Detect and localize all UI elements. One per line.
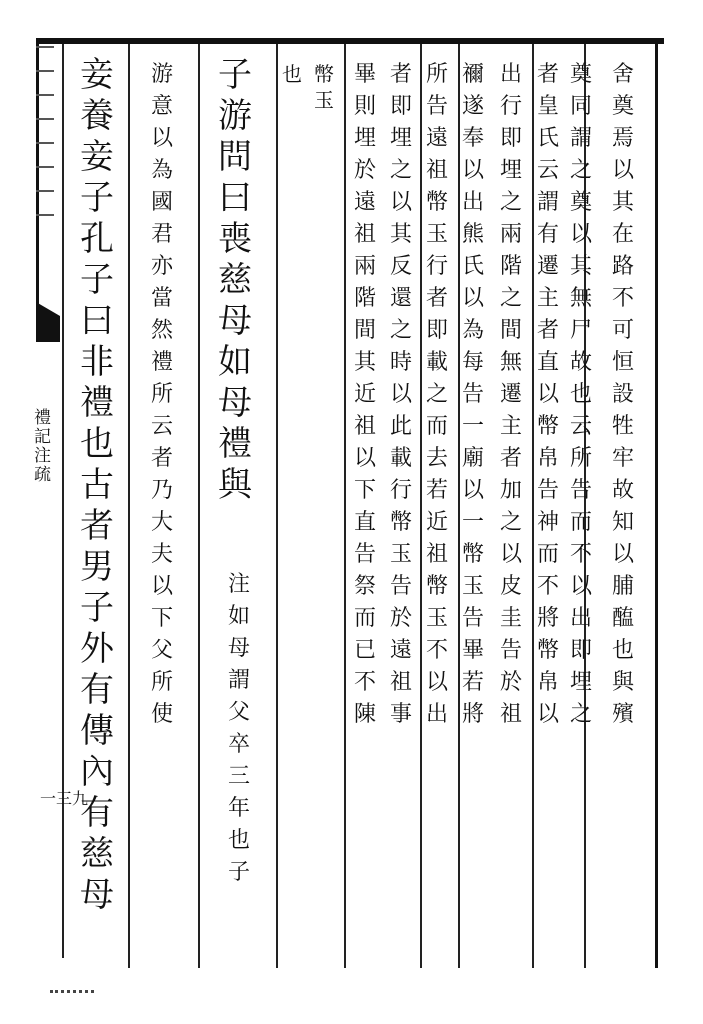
character: 氏 [537, 126, 560, 151]
character: 玉 [462, 574, 485, 599]
character: 以 [462, 158, 485, 183]
commentary-column [151, 64, 173, 726]
character: 以 [537, 702, 560, 727]
character: 即 [426, 318, 449, 343]
inline-note-column [228, 574, 250, 884]
top-border-rule [36, 38, 664, 44]
character: 也 [80, 424, 114, 464]
character: 之 [500, 190, 523, 215]
character: 牢 [612, 446, 635, 471]
character: 玉 [426, 606, 449, 631]
character: 之 [500, 510, 523, 535]
character: 傳 [80, 711, 114, 751]
character: 告 [462, 382, 485, 407]
character: 告 [354, 542, 377, 567]
character: 一 [462, 414, 485, 439]
commentary-column [390, 64, 412, 726]
column-rule [532, 44, 534, 968]
character: 為 [151, 158, 174, 183]
character: 牲 [612, 414, 635, 439]
character: 古 [80, 465, 114, 505]
character: 以 [462, 478, 485, 503]
character: 告 [570, 478, 593, 503]
character: 禮 [151, 350, 174, 375]
character: 脯 [612, 574, 635, 599]
character: 謂 [570, 126, 593, 151]
character: 則 [354, 94, 377, 119]
commentary-column [282, 64, 302, 84]
character: 間 [354, 318, 377, 343]
character: 幣 [537, 414, 560, 439]
character: 孔 [80, 219, 114, 259]
character: 養 [80, 96, 114, 136]
character: 慈 [80, 834, 114, 874]
character: 於 [354, 158, 377, 183]
character: 於 [390, 606, 413, 631]
character: 告 [426, 94, 449, 119]
character: 奠 [570, 190, 593, 215]
character: 三 [228, 764, 251, 789]
character: 曰 [80, 301, 114, 341]
character: 有 [80, 793, 114, 833]
column-rule [62, 44, 64, 958]
character: 皮 [500, 574, 523, 599]
character: 有 [80, 670, 114, 710]
main-text-column [80, 55, 114, 915]
character: 云 [151, 414, 174, 439]
character: 妾 [80, 55, 114, 95]
character: 其 [354, 350, 377, 375]
character: 記 [34, 427, 51, 447]
character: 玉 [390, 542, 413, 567]
character: 以 [151, 574, 174, 599]
character: 母 [228, 636, 251, 661]
character: 所 [426, 62, 449, 87]
character: 告 [537, 478, 560, 503]
character: 其 [390, 222, 413, 247]
character: 以 [354, 446, 377, 471]
character: 注 [34, 446, 51, 466]
character: 之 [426, 382, 449, 407]
character: 也 [282, 62, 302, 86]
character: 妾 [80, 137, 114, 177]
character: 國 [151, 190, 174, 215]
character: 設 [612, 382, 635, 407]
character: 將 [537, 606, 560, 631]
commentary-column [537, 64, 559, 726]
character: 載 [426, 350, 449, 375]
character: 以 [612, 542, 635, 567]
character: 大 [151, 510, 174, 535]
character: 幣 [462, 542, 485, 567]
character: 畢 [354, 62, 377, 87]
character: 故 [612, 478, 635, 503]
character: 奠 [612, 94, 635, 119]
character: 每 [462, 350, 485, 375]
character: 出 [500, 62, 523, 87]
character: 之 [390, 318, 413, 343]
character: 神 [537, 510, 560, 535]
character: 亦 [151, 254, 174, 279]
character: 不 [426, 638, 449, 663]
character: 殯 [612, 702, 635, 727]
character: 外 [80, 629, 114, 669]
character: 近 [354, 382, 377, 407]
character: 禮 [218, 424, 252, 464]
character: 主 [537, 286, 560, 311]
character: 子 [80, 260, 114, 300]
character: 若 [462, 670, 485, 695]
character: 不 [612, 286, 635, 311]
character: 以 [426, 670, 449, 695]
character: 以 [570, 574, 593, 599]
character: 也 [570, 382, 593, 407]
character: 已 [354, 638, 377, 663]
character: 主 [500, 414, 523, 439]
character: 廟 [462, 446, 485, 471]
character: 無 [570, 286, 593, 311]
bottom-specks [50, 990, 94, 999]
character: 不 [354, 670, 377, 695]
commentary-column [314, 64, 334, 110]
character: 即 [500, 126, 523, 151]
character: 而 [570, 510, 593, 535]
character: 告 [500, 638, 523, 663]
character: 其 [612, 190, 635, 215]
character: 祖 [354, 414, 377, 439]
character: 注 [228, 572, 251, 597]
character: 當 [151, 286, 174, 311]
character: 幣 [390, 510, 413, 535]
character: 去 [426, 446, 449, 471]
character: 路 [612, 254, 635, 279]
character: 遂 [462, 94, 485, 119]
character: 謂 [228, 668, 251, 693]
character: 然 [151, 318, 174, 343]
character: 間 [500, 318, 523, 343]
character: 非 [80, 342, 114, 382]
character: 出 [570, 606, 593, 631]
character: 舍 [612, 62, 635, 87]
character: 帛 [537, 446, 560, 471]
character: 喪 [218, 219, 252, 259]
commentary-column [462, 64, 484, 726]
character: 將 [462, 702, 485, 727]
character: 焉 [612, 126, 635, 151]
character: 之 [500, 286, 523, 311]
character: 知 [612, 510, 635, 535]
character: 子 [228, 860, 251, 885]
character: 階 [500, 254, 523, 279]
character: 幣 [314, 62, 334, 86]
fish-tail-ornament [36, 302, 60, 342]
character: 祖 [354, 222, 377, 247]
character: 故 [570, 350, 593, 375]
character: 慈 [218, 260, 252, 300]
character: 以 [570, 222, 593, 247]
commentary-column [354, 64, 376, 726]
character: 祭 [354, 574, 377, 599]
character: 一 [462, 510, 485, 535]
character: 陳 [354, 702, 377, 727]
character: 還 [390, 286, 413, 311]
character: 游 [218, 96, 252, 136]
character: 下 [151, 606, 174, 631]
character: 有 [537, 222, 560, 247]
character: 者 [390, 62, 413, 87]
character: 所 [151, 670, 174, 695]
character: 熊 [462, 222, 485, 247]
character: 在 [612, 222, 635, 247]
character: 與 [612, 670, 635, 695]
character: 以 [500, 542, 523, 567]
character: 之 [390, 158, 413, 183]
character: 無 [500, 350, 523, 375]
character: 尸 [570, 318, 593, 343]
character: 者 [537, 318, 560, 343]
character: 父 [151, 638, 174, 663]
character: 者 [426, 286, 449, 311]
character: 祖 [426, 158, 449, 183]
character: 玉 [426, 222, 449, 247]
column-rule [458, 44, 460, 968]
character: 遠 [390, 638, 413, 663]
character: 帛 [537, 670, 560, 695]
character: 氏 [462, 254, 485, 279]
character: 祖 [390, 670, 413, 695]
character: 幣 [537, 638, 560, 663]
character: 出 [462, 190, 485, 215]
character: 而 [426, 414, 449, 439]
character: 遠 [426, 126, 449, 151]
character: 謂 [537, 190, 560, 215]
character: 游 [151, 62, 174, 87]
character: 而 [537, 542, 560, 567]
character: 年 [228, 796, 251, 821]
character: 圭 [500, 606, 523, 631]
character: 以 [537, 382, 560, 407]
character: 直 [354, 510, 377, 535]
character: 若 [426, 478, 449, 503]
character: 下 [354, 478, 377, 503]
character: 子 [80, 178, 114, 218]
character: 事 [390, 702, 413, 727]
commentary-column [612, 64, 634, 726]
character: 載 [390, 446, 413, 471]
character: 子 [218, 55, 252, 95]
character: 即 [390, 94, 413, 119]
character: 可 [612, 318, 635, 343]
character: 乃 [151, 478, 174, 503]
character: 不 [570, 542, 593, 567]
column-rule [276, 44, 278, 968]
character: 所 [570, 446, 593, 471]
character: 不 [537, 574, 560, 599]
character: 階 [354, 286, 377, 311]
book-title [34, 410, 51, 484]
character: 母 [218, 383, 252, 423]
character: 埋 [390, 126, 413, 151]
page-number: 一三九 [40, 789, 89, 808]
character: 使 [151, 702, 174, 727]
character: 埋 [570, 670, 593, 695]
character: 告 [390, 574, 413, 599]
character: 禰 [462, 62, 485, 87]
character: 以 [151, 126, 174, 151]
character: 時 [390, 350, 413, 375]
character: 告 [462, 606, 485, 631]
character: 之 [570, 702, 593, 727]
character: 意 [151, 94, 174, 119]
character: 皇 [537, 94, 560, 119]
character: 近 [426, 510, 449, 535]
character: 祖 [426, 542, 449, 567]
character: 兩 [354, 254, 377, 279]
character: 加 [500, 478, 523, 503]
character: 云 [570, 414, 593, 439]
character: 遷 [500, 382, 523, 407]
character: 者 [537, 62, 560, 87]
character: 子 [80, 588, 114, 628]
spine-edge-lines [36, 46, 56, 302]
character: 者 [151, 446, 174, 471]
character: 男 [80, 547, 114, 587]
character: 行 [426, 254, 449, 279]
character: 即 [570, 638, 593, 663]
column-rule [420, 44, 422, 968]
character: 奠 [570, 62, 593, 87]
character: 醢 [612, 606, 635, 631]
commentary-column [426, 64, 448, 726]
character: 出 [426, 702, 449, 727]
character: 問 [218, 137, 252, 177]
character: 遷 [537, 254, 560, 279]
character: 也 [612, 638, 635, 663]
character: 者 [80, 506, 114, 546]
character: 玉 [314, 88, 334, 112]
character: 與 [218, 465, 252, 505]
column-rule [128, 44, 130, 968]
character: 為 [462, 318, 485, 343]
character: 埋 [500, 158, 523, 183]
character: 於 [500, 670, 523, 695]
character: 幣 [426, 574, 449, 599]
character: 疏 [34, 465, 51, 485]
character: 君 [151, 222, 174, 247]
character: 恒 [612, 350, 635, 375]
column-rule [344, 44, 346, 968]
character: 反 [390, 254, 413, 279]
character: 所 [151, 382, 174, 407]
character: 內 [80, 752, 114, 792]
character: 父 [228, 700, 251, 725]
character: 直 [537, 350, 560, 375]
character: 兩 [500, 222, 523, 247]
character: 夫 [151, 542, 174, 567]
character: 卒 [228, 732, 251, 757]
column-rule [198, 44, 200, 968]
character: 禮 [80, 383, 114, 423]
character: 母 [218, 301, 252, 341]
character: 母 [80, 875, 114, 915]
character: 奉 [462, 126, 485, 151]
character: 者 [500, 446, 523, 471]
character: 同 [570, 94, 593, 119]
character: 遠 [354, 190, 377, 215]
character: 而 [354, 606, 377, 631]
commentary-column [570, 64, 592, 726]
character: 埋 [354, 126, 377, 151]
character: 以 [390, 190, 413, 215]
character: 如 [218, 342, 252, 382]
character: 曰 [218, 178, 252, 218]
character: 也 [228, 828, 251, 853]
character: 祖 [500, 702, 523, 727]
character: 行 [500, 94, 523, 119]
character: 禮 [34, 408, 51, 428]
character: 如 [228, 604, 251, 629]
character: 其 [570, 254, 593, 279]
character: 畢 [462, 638, 485, 663]
character: 以 [390, 382, 413, 407]
character: 以 [462, 286, 485, 311]
main-text-column [218, 55, 252, 505]
character: 行 [390, 478, 413, 503]
right-border-rule [655, 38, 658, 968]
character: 以 [612, 158, 635, 183]
commentary-column [500, 64, 522, 726]
character: 之 [570, 158, 593, 183]
character: 幣 [426, 190, 449, 215]
character: 云 [537, 158, 560, 183]
character: 此 [390, 414, 413, 439]
